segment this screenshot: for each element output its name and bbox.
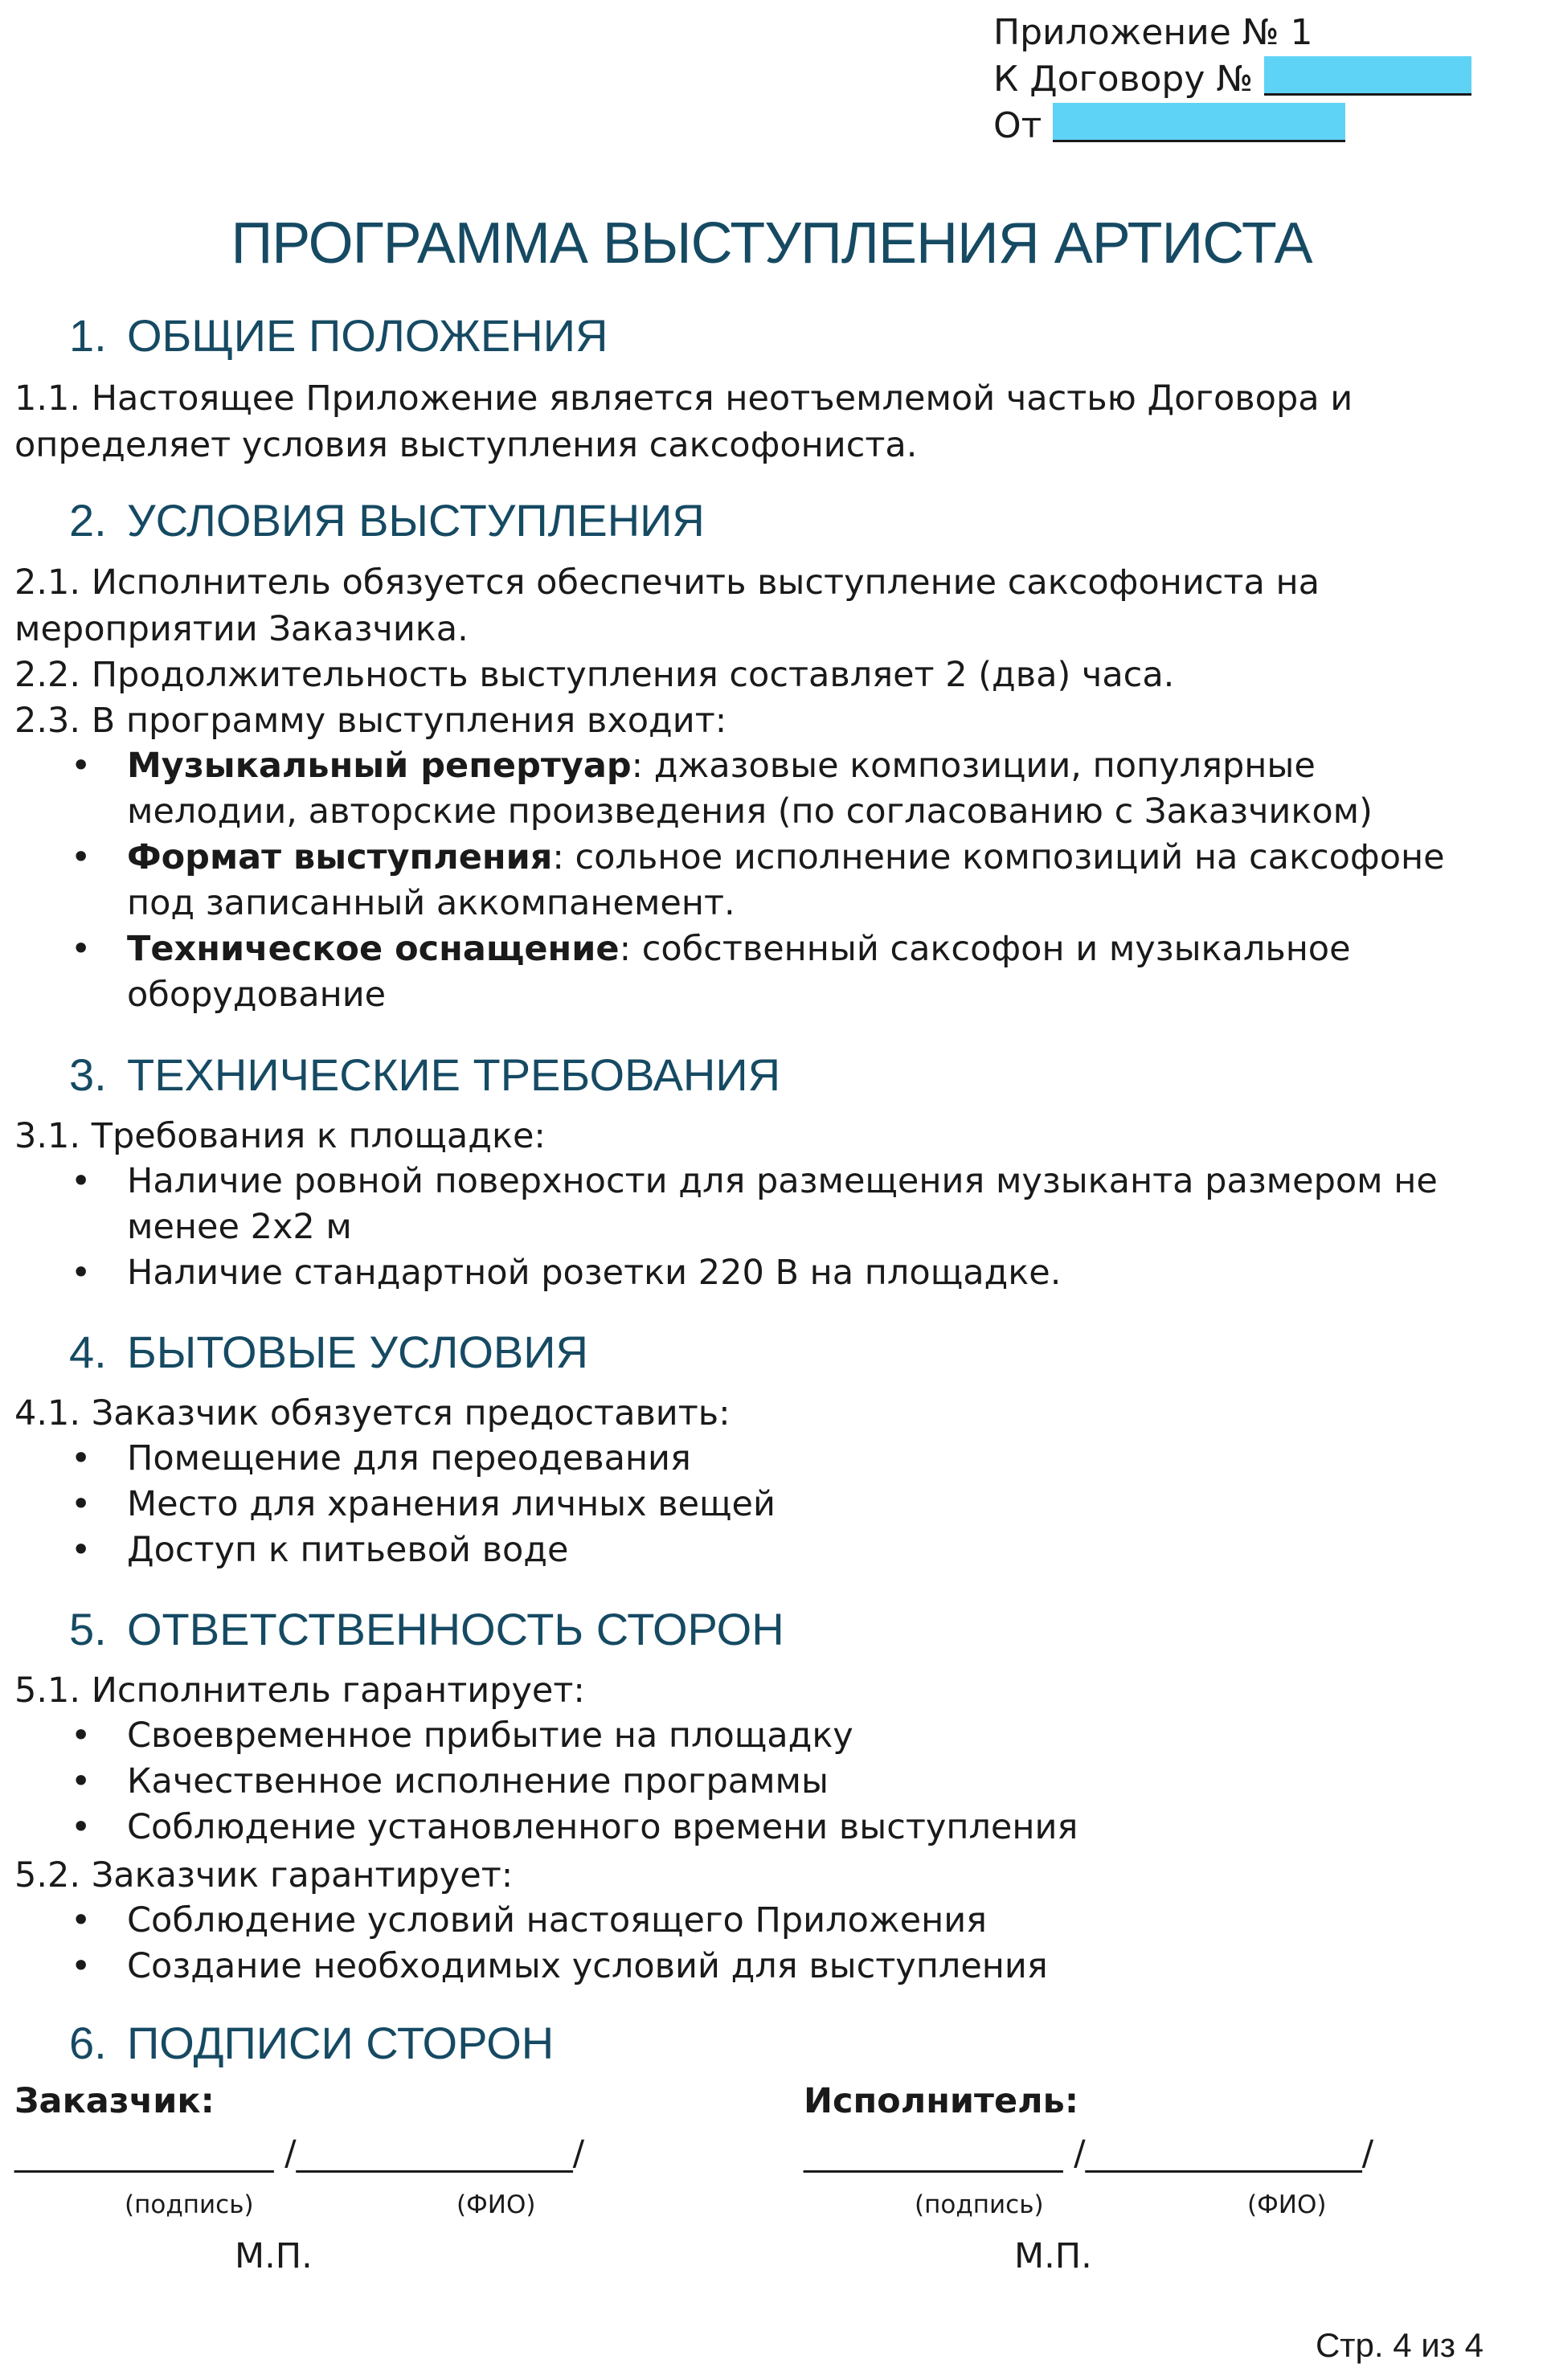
performance-program-list: [0, 743, 1495, 1018]
section-6-heading: 6. ПОДПИСИ СТОРОН: [69, 2018, 555, 2068]
section-5-heading: 5. ОТВЕТСТВЕННОСТЬ СТОРОН: [69, 1604, 784, 1654]
list-item: • Соблюдение установленного времени выступления: [0, 1805, 1495, 1850]
date-prefix: От: [993, 105, 1054, 146]
list-item: • Формат выступления: сольное исполнение композиций на саксофоне под записанный аккомпанемент.: [0, 835, 1495, 926]
appendix-number: Приложение № 1: [993, 12, 1313, 53]
customer-stamp-place: М.П.: [235, 2236, 313, 2276]
performer-stamp-place: М.П.: [1014, 2236, 1092, 2276]
customer-label: Заказчик:: [14, 2081, 215, 2121]
section-3-heading: 3. ТЕХНИЧЕСКИЕ ТРЕБОВАНИЯ: [69, 1049, 781, 1100]
customer-sign-caption: (подпись): [125, 2190, 254, 2219]
list-item: • Качественное исполнение программы: [0, 1759, 1495, 1805]
appendix-header: [993, 10, 1471, 149]
section-1-heading: 1. ОБЩИЕ ПОЛОЖЕНИЯ: [69, 310, 608, 361]
customer-name-caption: (ФИО): [456, 2190, 536, 2219]
performer-label: Исполнитель:: [804, 2081, 1079, 2121]
paragraph-5-2: 5.2. Заказчик гарантирует:: [14, 1855, 514, 1895]
list-item: • Соблюдение условий настоящего Приложения: [0, 1898, 1495, 1944]
list-item: • Помещение для переодевания: [0, 1436, 1495, 1482]
paragraph-2-1: 2.1. Исполнитель обязуется обеспечить выступление саксофониста на мероприятии Заказчика.: [14, 562, 1320, 649]
page-number: Стр. 4 из 4: [1315, 2326, 1484, 2364]
list-item: • Наличие стандартной розетки 220 В на площадке.: [0, 1250, 1495, 1296]
contract-prefix: К Договору №: [993, 59, 1265, 100]
performer-signature-line[interactable]: _______________ /________________/: [804, 2133, 1374, 2173]
paragraph-1-1: 1.1. Настоящее Приложение является неотъемлемой частью Договора и определяет условия выступления саксофониста.: [14, 378, 1353, 465]
list-item: • Музыкальный репертуар: джазовые композиции, популярные мелодии, авторские произведения (по согласованию с Заказчиком): [0, 743, 1495, 835]
date-line: [993, 103, 1471, 149]
section-2-heading: 2. УСЛОВИЯ ВЫСТУПЛЕНИЯ: [69, 495, 705, 546]
paragraph-2-2: 2.2. Продолжительность выступления составляет 2 (два) часа.: [14, 655, 1175, 695]
paragraph-3-1: 3.1. Требования к площадке:: [14, 1116, 546, 1156]
venue-requirements-list: [0, 1159, 1495, 1296]
page-title: ПРОГРАММА ВЫСТУПЛЕНИЯ АРТИСТА: [231, 211, 1312, 276]
performer-guarantees-list: [0, 1713, 1495, 1850]
paragraph-4-1: 4.1. Заказчик обязуется предоставить:: [14, 1393, 731, 1433]
performer-sign-caption: (подпись): [915, 2190, 1044, 2219]
list-item: • Создание необходимых условий для выступления: [0, 1944, 1495, 1989]
date-field[interactable]: [1053, 103, 1345, 142]
list-item: • Место для хранения личных вещей: [0, 1482, 1495, 1527]
contract-number-line: [993, 56, 1471, 103]
contract-number-field[interactable]: [1264, 56, 1471, 96]
paragraph-2-3: 2.3. В программу выступления входит:: [14, 701, 727, 741]
paragraph-5-1: 5.1. Исполнитель гарантирует:: [14, 1670, 585, 1711]
list-item: • Наличие ровной поверхности для размещения музыканта размером не менее 2х2 м: [0, 1159, 1495, 1250]
list-item: • Доступ к питьевой воде: [0, 1527, 1495, 1573]
customer-guarantees-list: [0, 1898, 1495, 1989]
list-item: • Техническое оснащение: собственный саксофон и музыкальное оборудование: [0, 926, 1495, 1018]
section-4-heading: 4. БЫТОВЫЕ УСЛОВИЯ: [69, 1327, 588, 1377]
list-item: • Своевременное прибытие на площадку: [0, 1713, 1495, 1759]
living-conditions-list: [0, 1436, 1495, 1573]
customer-signature-line[interactable]: _______________ /________________/: [14, 2133, 585, 2173]
performer-name-caption: (ФИО): [1247, 2190, 1327, 2219]
